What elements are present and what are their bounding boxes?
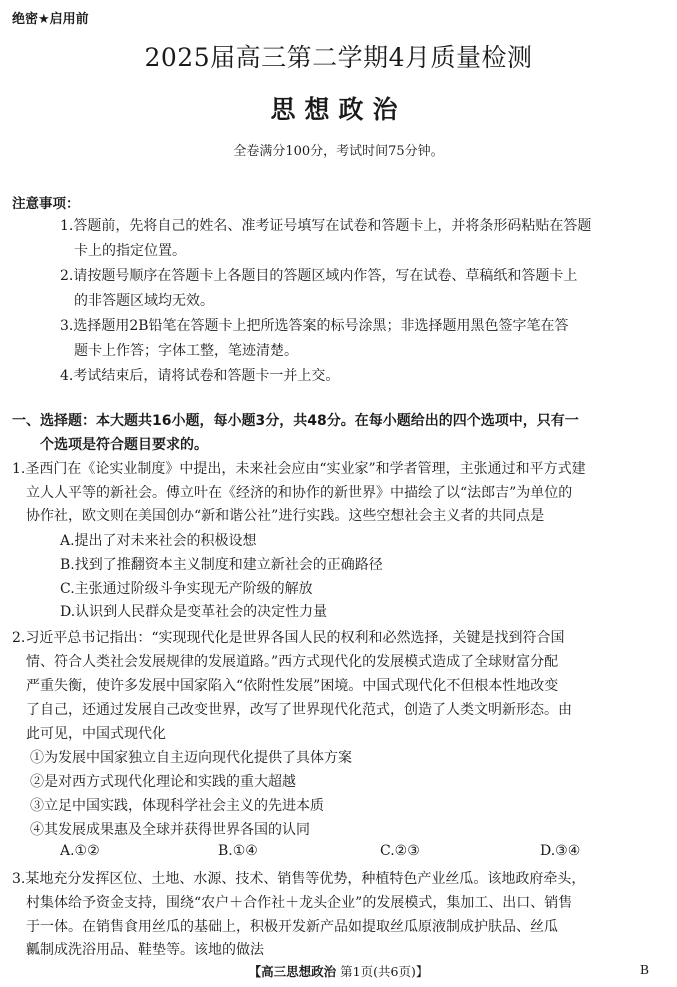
question-stem: 2.习近平总书记指出：“实现现代化是世界各国人民的权利和必然选择，关键是找到符合国 [12, 630, 565, 646]
option: A.提出了对未来社会的积极设想 [60, 533, 257, 549]
statement-item: ③立足中国实践，体现科学社会主义的先进本质 [30, 798, 324, 814]
notice-line: 卡上的指定位置。 [74, 243, 186, 259]
choice: B.①④ [218, 843, 258, 859]
notice-line: 1.答题前，先将自己的姓名、准考证号填写在试卷和答题卡上，并将条形码粘贴在答题 [60, 218, 592, 234]
notice-line: 3.选择题用2B铅笔在答题卡上把所选答案的标号涂黑；非选择题用黑色签字笔在答 [60, 318, 569, 334]
question-stem: 此可见，中国式现代化 [26, 726, 166, 742]
paper-version: B [639, 962, 649, 977]
question-stem: 立人人平等的新社会。傅立叶在《经济的和协作的新世界》中描绘了以“法郎吉”为单位的 [26, 485, 573, 501]
notice-heading: 注意事项： [12, 196, 80, 212]
statement-item: ④其发展成果惠及全球并获得世界各国的认同 [30, 822, 310, 838]
question-stem: 村集体给予资金支持，围绕“农户＋合作社＋龙头企业”的发展模式，集加工、出口、销售 [26, 895, 573, 911]
choice: D.③④ [540, 843, 581, 859]
subject-title: 思想政治 [270, 95, 407, 124]
section-heading: 个选项是符合题目要求的。 [40, 437, 208, 453]
section-heading: 一、选择题：本大题共16小题，每小题3分，共48分。在每小题给出的四个选项中，只有一 [12, 413, 579, 429]
confidential-mark: 绝密★启用前 [12, 12, 89, 27]
footer-page: 第1页(共6页)】 [340, 964, 429, 979]
question-stem: 了自己，还通过发展自己改变世界，改写了世界现代化范式，创造了人类文明新形态。由 [26, 702, 572, 718]
page-footer [0, 962, 677, 980]
question-stem: 瓤制成洗浴用品、鞋垫等。该地的做法 [26, 942, 264, 958]
choice: C.②③ [380, 843, 420, 859]
question-stem: 严重失衡，使许多发展中国家陷入“依附性发展”困境。中国式现代化不但根本性地改变 [26, 678, 559, 694]
option: D.认识到人民群众是变革社会的决定性力量 [60, 604, 328, 620]
option: C.主张通过阶级斗争实现无产阶级的解放 [60, 581, 313, 597]
question-stem: 协作社，欧文则在美国创办“新和谐公社”进行实践。这些空想社会主义者的共同点是 [26, 508, 545, 524]
notice-line: 4.考试结束后，请将试卷和答题卡一并上交。 [60, 368, 340, 384]
question-stem: 于一体。在销售食用丝瓜的基础上，积极开发新产品如提取丝瓜原液制成护肤品、丝瓜 [26, 919, 558, 935]
choice: A.①② [60, 843, 100, 859]
notice-line: 的非答题区域均无效。 [74, 293, 214, 309]
question-stem: 情、符合人类社会发展规律的发展道路。”西方式现代化的发展模式造成了全球财富分配 [26, 654, 559, 670]
notice-line: 2.请按题号顺序在答题卡上各题目的答题区域内作答，写在试卷、草稿纸和答题卡上 [60, 268, 578, 284]
statement-item: ②是对西方式现代化理论和实践的重大超越 [30, 774, 296, 790]
exam-title: 2025届高三第二学期4月质量检测 [144, 43, 533, 72]
statement-item: ①为发展中国家独立自主迈向现代化提供了具体方案 [30, 750, 352, 766]
option: B.找到了推翻资本主义制度和建立新社会的正确路径 [60, 557, 383, 573]
question-stem: 1.圣西门在《论实业制度》中提出，未来社会应由“实业家”和学者管理，主张通过和平方式建 [12, 461, 586, 477]
exam-meta: 全卷满分100分，考试时间75分钟。 [233, 144, 444, 159]
footer-label: 【高三思想政治 [248, 964, 337, 979]
question-stem: 3.某地充分发挥区位、土地、水源、技术、销售等优势，种植特色产业丝瓜。该地政府牵头， [12, 871, 586, 887]
notice-line: 题卡上作答；字体工整，笔迹清楚。 [74, 343, 298, 359]
